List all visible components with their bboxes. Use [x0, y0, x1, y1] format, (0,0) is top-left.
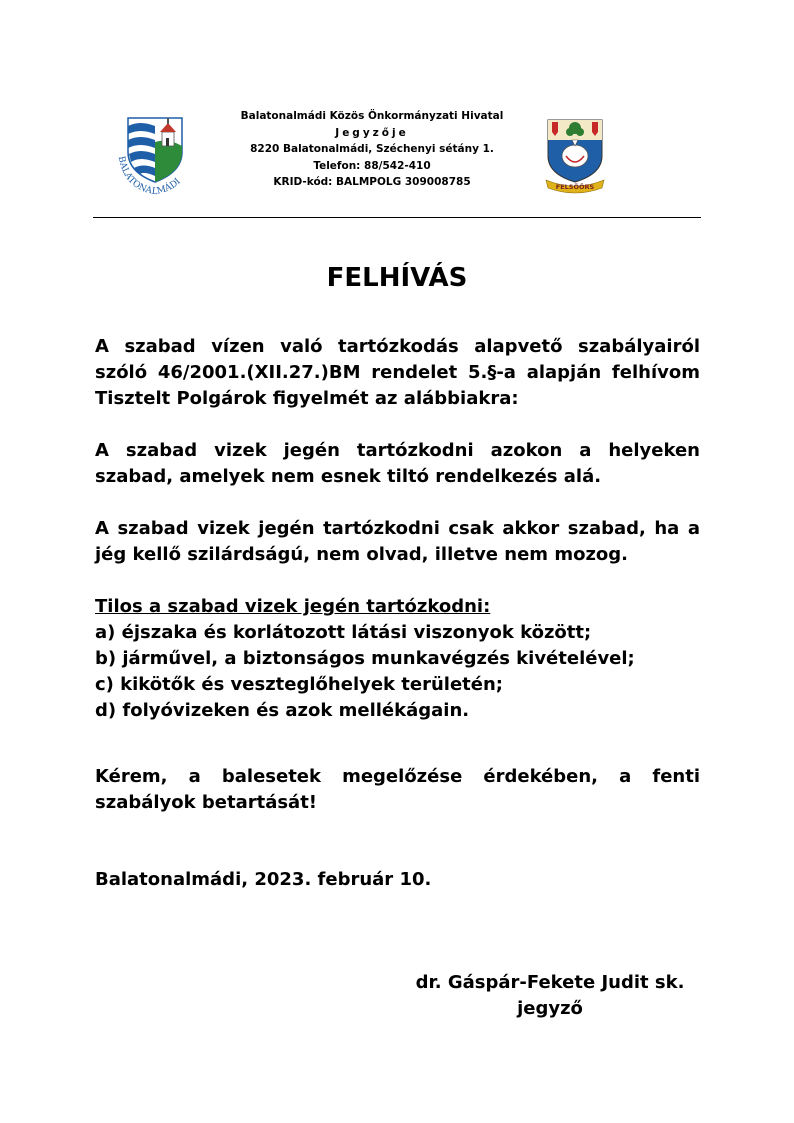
prohibition-heading: Tilos a szabad vizek jegén tartózkodni: [95, 596, 491, 617]
logo-left-label: BALATONALMÁDI [115, 155, 183, 198]
list-item: c) kikötők és veszteglőhelyek területén; [95, 674, 503, 695]
logo-right-label: FELSŐÖRS [555, 183, 595, 191]
rule-paragraph-2: A szabad vizek jegén tartózkodni csak akkor szabad, ha a jég kellő szilárdságú, nem olvad, illetve nem mozog. [95, 518, 700, 565]
closing-paragraph: Kérem, a balesetek megelőzése érdekében, a fenti szabályok betartását! [95, 766, 700, 813]
date-line: Balatonalmádi, 2023. február 10. [95, 869, 432, 890]
felsoors-coat-of-arms [542, 116, 608, 196]
office-role: Jegyzője [335, 126, 409, 139]
list-item: b) járművel, a biztonságos munkavégzés kivételével; [95, 648, 635, 669]
office-address: 8220 Balatonalmádi, Széchenyi sétány 1. [250, 143, 494, 155]
list-item: d) folyóvizeken és azok mellékágain. [95, 700, 470, 721]
list-item: a) éjszaka és korlátozott látási viszonyok között; [95, 622, 592, 643]
letterhead [95, 108, 701, 216]
signatory-role: jegyző [517, 998, 583, 1019]
rule-paragraph-1: A szabad vizek jegén tartózkodni azokon a helyeken szabad, amelyek nem esnek tiltó rendelkezés alá. [95, 440, 700, 487]
office-krid: KRID-kód: BALMPOLG 309008785 [273, 176, 471, 188]
signature-block [390, 970, 710, 1022]
header-divider [93, 217, 701, 218]
office-phone: Telefon: 88/542-410 [313, 159, 431, 172]
signatory-name: dr. Gáspár-Fekete Judit sk. [415, 972, 685, 993]
balatonalmadi-coat-of-arms [110, 112, 200, 198]
prohibition-list [95, 594, 700, 724]
office-name: Balatonalmádi Közös Önkormányzati Hivatal [240, 110, 504, 122]
intro-paragraph: A szabad vízen való tartózkodás alapvető szabályairól szóló 46/2001.(XII.27.)BM rendelet 5.§-a alapján felhívom Tisztelt Polgárok figyelmét az alábbiakra: [95, 336, 700, 409]
document-title: FELHÍVÁS [326, 263, 468, 293]
office-info [207, 108, 537, 191]
